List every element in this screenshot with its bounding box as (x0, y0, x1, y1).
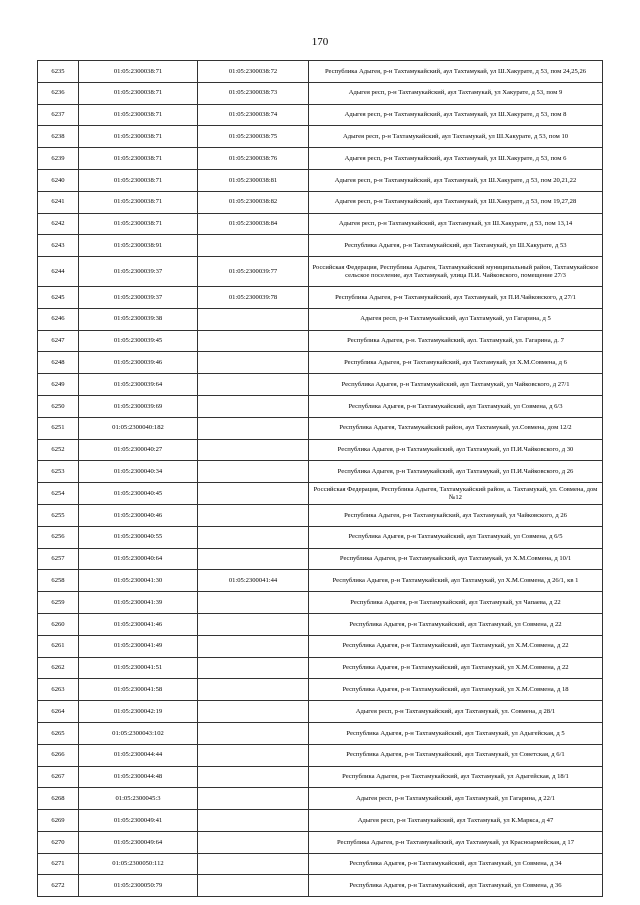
related-cadastral-number-cell (198, 395, 309, 417)
row-number-cell: 6266 (38, 744, 79, 766)
table-row (38, 788, 603, 810)
related-cadastral-number-cell (198, 417, 309, 439)
table-row (38, 213, 603, 235)
related-cadastral-number-cell (198, 592, 309, 614)
table-row (38, 352, 603, 374)
address-cell: Адыгея респ, р-н Тахтамукайский, аул Тахтамукай, ул Гагарина, д 5 (309, 308, 603, 330)
table-row (38, 148, 603, 170)
related-cadastral-number-cell (198, 810, 309, 832)
address-cell: Республика Адыгея, р-н Тахтамукайский, аул Тахтамукай, ул Чайковского, д 27/1 (309, 374, 603, 396)
row-number-cell: 6252 (38, 439, 79, 461)
table-row (38, 104, 603, 126)
table-row (38, 330, 603, 352)
row-number-cell: 6240 (38, 169, 79, 191)
address-cell: Республика Адыгея, р-н Тахтамукайский, аул Тахтамукай, ул Совмена, д 6/3 (309, 395, 603, 417)
related-cadastral-number-cell: 01:05:2300038:75 (198, 126, 309, 148)
row-number-cell: 6238 (38, 126, 79, 148)
address-cell: Республика Адыгея, р-н Тахтамукайский, аул Тахтамукай, ул Х.М.Совмена, д 18 (309, 679, 603, 701)
related-cadastral-number-cell: 01:05:2300038:84 (198, 213, 309, 235)
address-cell: Республика Адыгея, р-н Тахтамукайский, аул Тахтамукай, ул Совмена, д 36 (309, 875, 603, 897)
related-cadastral-number-cell (198, 439, 309, 461)
table-row (38, 570, 603, 592)
row-number-cell: 6253 (38, 461, 79, 483)
table-row (38, 82, 603, 104)
row-number-cell: 6262 (38, 657, 79, 679)
cadastral-number-cell: 01:05:2300038:91 (79, 235, 198, 257)
related-cadastral-number-cell (198, 875, 309, 897)
cadastral-number-cell: 01:05:2300041:49 (79, 635, 198, 657)
address-cell: Республика Адыгея, Тахтамукайский район, аул Тахтамукай, ул.Совмена, дом 12/2 (309, 417, 603, 439)
row-number-cell: 6259 (38, 592, 79, 614)
row-number-cell: 6248 (38, 352, 79, 374)
table-row (38, 257, 603, 287)
cadastral-number-cell: 01:05:2300044:48 (79, 766, 198, 788)
related-cadastral-number-cell (198, 504, 309, 526)
address-cell: Республика Адыгея, р-н Тахтамукайский, аул Тахтамукай, ул Чапаева, д 22 (309, 592, 603, 614)
cadastral-number-cell: 01:05:2300039:37 (79, 257, 198, 287)
table-row (38, 169, 603, 191)
row-number-cell: 6245 (38, 286, 79, 308)
address-cell: Республика Адыгея, р-н Тахтамукайский, аул Тахтамукай, ул Адыгейская, д 18/1 (309, 766, 603, 788)
cadastral-number-cell: 01:05:2300050:112 (79, 853, 198, 875)
related-cadastral-number-cell: 01:05:2300038:76 (198, 148, 309, 170)
cadastral-number-cell: 01:05:2300039:69 (79, 395, 198, 417)
cadastral-number-cell: 01:05:2300041:58 (79, 679, 198, 701)
cadastral-number-cell: 01:05:2300038:71 (79, 104, 198, 126)
address-cell: Республика Адыгея, р-н Тахтамукайский, аул Тахтамукай, ул Х.М.Совмена, д 22 (309, 635, 603, 657)
row-number-cell: 6241 (38, 191, 79, 213)
table-row (38, 126, 603, 148)
related-cadastral-number-cell (198, 766, 309, 788)
cadastral-number-cell: 01:05:2300050:79 (79, 875, 198, 897)
row-number-cell: 6261 (38, 635, 79, 657)
related-cadastral-number-cell (198, 526, 309, 548)
cadastral-number-cell: 01:05:2300041:51 (79, 657, 198, 679)
cadastral-number-cell: 01:05:2300045:3 (79, 788, 198, 810)
related-cadastral-number-cell (198, 235, 309, 257)
cadastral-number-cell: 01:05:2300039:45 (79, 330, 198, 352)
related-cadastral-number-cell (198, 657, 309, 679)
table-row (38, 483, 603, 505)
address-cell: Республика Адыгея, р-н Тахтамукайский, аул Тахтамукай, ул Х.М.Совмена, д 26/1, кв 1 (309, 570, 603, 592)
row-number-cell: 6267 (38, 766, 79, 788)
related-cadastral-number-cell (198, 722, 309, 744)
cadastral-number-cell: 01:05:2300042:19 (79, 701, 198, 723)
cadastral-number-cell: 01:05:2300038:71 (79, 82, 198, 104)
table-row (38, 461, 603, 483)
address-cell: Адыгея респ, р-н Тахтамукайский, аул Тахтамукай, ул. Совмена, д 28/1 (309, 701, 603, 723)
row-number-cell: 6236 (38, 82, 79, 104)
related-cadastral-number-cell: 01:05:2300038:74 (198, 104, 309, 126)
cadastral-number-cell: 01:05:2300049:41 (79, 810, 198, 832)
row-number-cell: 6263 (38, 679, 79, 701)
row-number-cell: 6260 (38, 613, 79, 635)
cadastral-number-cell: 01:05:2300044:44 (79, 744, 198, 766)
related-cadastral-number-cell (198, 374, 309, 396)
table-row (38, 504, 603, 526)
row-number-cell: 6257 (38, 548, 79, 570)
cadastral-number-cell: 01:05:2300040:27 (79, 439, 198, 461)
row-number-cell: 6244 (38, 257, 79, 287)
address-cell: Республика Адыгея, р-н. Тахтамукайский, аул. Тахтамукай, ул. Гагарина, д. 7 (309, 330, 603, 352)
table-row (38, 613, 603, 635)
address-cell: Адыгея респ, р-н Тахтамукайский, аул Тахтамукай, ул Ш.Хакурате, д 53, пом 13,14 (309, 213, 603, 235)
table-row (38, 395, 603, 417)
address-cell: Адыгея респ, р-н Тахтамукайский, аул Тахтамукай, ул Хакурате, д 53, пом 9 (309, 82, 603, 104)
row-number-cell: 6256 (38, 526, 79, 548)
cadastral-number-cell: 01:05:2300040:55 (79, 526, 198, 548)
table-row (38, 831, 603, 853)
related-cadastral-number-cell: 01:05:2300039:77 (198, 257, 309, 287)
table-row (38, 235, 603, 257)
table-row (38, 722, 603, 744)
table-row (38, 417, 603, 439)
address-cell: Республика Адыгея, р-н Тахтамукайский, аул Тахтамукай, ул Х.М.Совмена, д 10/1 (309, 548, 603, 570)
address-cell: Адыгея респ, р-н Тахтамукайский, аул Тахтамукай, ул Ш.Хакурате, д 53, пом 19,27,28 (309, 191, 603, 213)
table-row (38, 526, 603, 548)
address-cell: Адыгея респ, р-н Тахтамукайский, аул Тахтамукай, ул К.Маркса, д 47 (309, 810, 603, 832)
address-cell: Республика Адыгея, р-н Тахтамукайский, аул Тахтамукай, ул Адыгейская, д 5 (309, 722, 603, 744)
cadastral-number-cell: 01:05:2300040:34 (79, 461, 198, 483)
related-cadastral-number-cell: 01:05:2300038:72 (198, 61, 309, 83)
table-body (38, 61, 603, 897)
cadastral-number-cell: 01:05:2300040:45 (79, 483, 198, 505)
row-number-cell: 6239 (38, 148, 79, 170)
table-row (38, 657, 603, 679)
address-cell: Российская Федерация, Республика Адыгея, Тахтамукайский район, а. Тахтамукай, ул. Совмена, дом №12 (309, 483, 603, 505)
row-number-cell: 6269 (38, 810, 79, 832)
related-cadastral-number-cell: 01:05:2300041:44 (198, 570, 309, 592)
related-cadastral-number-cell (198, 548, 309, 570)
related-cadastral-number-cell (198, 788, 309, 810)
row-number-cell: 6246 (38, 308, 79, 330)
related-cadastral-number-cell (198, 461, 309, 483)
cadastral-number-cell: 01:05:2300040:182 (79, 417, 198, 439)
related-cadastral-number-cell: 01:05:2300039:78 (198, 286, 309, 308)
table-row (38, 286, 603, 308)
related-cadastral-number-cell (198, 635, 309, 657)
table-row (38, 810, 603, 832)
cadastral-number-cell: 01:05:2300049:64 (79, 831, 198, 853)
row-number-cell: 6270 (38, 831, 79, 853)
row-number-cell: 6251 (38, 417, 79, 439)
related-cadastral-number-cell (198, 308, 309, 330)
row-number-cell: 6264 (38, 701, 79, 723)
row-number-cell: 6258 (38, 570, 79, 592)
address-cell: Адыгея респ, р-н Тахтамукайский, аул Тахтамукай, ул Ш.Хакурате, д 53, пом 20,21,22 (309, 169, 603, 191)
table-row (38, 701, 603, 723)
related-cadastral-number-cell: 01:05:2300038:82 (198, 191, 309, 213)
table-row (38, 374, 603, 396)
row-number-cell: 6255 (38, 504, 79, 526)
address-cell: Адыгея респ, р-н Тахтамукайский, аул Тахтамукай, ул Ш.Хакурате, д 53, пом 6 (309, 148, 603, 170)
table-row (38, 679, 603, 701)
cadastral-number-cell: 01:05:2300040:64 (79, 548, 198, 570)
related-cadastral-number-cell (198, 483, 309, 505)
address-cell: Республика Адыгея, р-н Тахтамукайский, аул Тахтамукай, ул П.И.Чайковского, д 26 (309, 461, 603, 483)
related-cadastral-number-cell: 01:05:2300038:81 (198, 169, 309, 191)
row-number-cell: 6265 (38, 722, 79, 744)
row-number-cell: 6235 (38, 61, 79, 83)
row-number-cell: 6242 (38, 213, 79, 235)
row-number-cell: 6243 (38, 235, 79, 257)
related-cadastral-number-cell (198, 831, 309, 853)
table-row (38, 853, 603, 875)
address-cell: Адыгея респ, р-н Тахтамукайский, аул Тахтамукай, ул Гагарина, д 22/1 (309, 788, 603, 810)
cadastral-number-cell: 01:05:2300038:71 (79, 148, 198, 170)
table-row (38, 548, 603, 570)
row-number-cell: 6250 (38, 395, 79, 417)
address-cell: Республика Адыгея, р-н Тахтамукайский, аул Тахтамукай, ул Ш.Хакурате, д 53, пом 24,25,26 (309, 61, 603, 83)
address-cell: Республика Адыгея, р-н Тахтамукайский, аул Тахтамукай, ул Ш.Хакурате, д 53 (309, 235, 603, 257)
cadastral-number-cell: 01:05:2300043:102 (79, 722, 198, 744)
address-cell: Республика Адыгея, р-н Тахтамукайский, аул Тахтамукай, ул Красноармейская, д 17 (309, 831, 603, 853)
row-number-cell: 6271 (38, 853, 79, 875)
row-number-cell: 6247 (38, 330, 79, 352)
row-number-cell: 6254 (38, 483, 79, 505)
related-cadastral-number-cell (198, 679, 309, 701)
cadastral-number-cell: 01:05:2300040:46 (79, 504, 198, 526)
address-cell: Республика Адыгея, р-н Тахтамукайский, аул Тахтамукай, ул Совмена, д 22 (309, 613, 603, 635)
cadastral-number-cell: 01:05:2300038:71 (79, 169, 198, 191)
table-row (38, 635, 603, 657)
address-cell: Республика Адыгея, р-н Тахтамукайский, аул Тахтамукай, ул Х.М.Совмена, д 22 (309, 657, 603, 679)
table-row (38, 308, 603, 330)
address-cell: Республика Адыгея, р-н Тахтамукайский, аул Тахтамукай, ул П.И.Чайковского, д 27/1 (309, 286, 603, 308)
address-cell: Республика Адыгея, р-н Тахтамукайский, аул Тахтамукай, ул Чайковского, д 26 (309, 504, 603, 526)
related-cadastral-number-cell (198, 744, 309, 766)
address-cell: Республика Адыгея, р-н Тахтамукайский, аул Тахтамукай, ул Совмена, д 34 (309, 853, 603, 875)
related-cadastral-number-cell (198, 352, 309, 374)
cadastral-registry-table (37, 60, 603, 897)
related-cadastral-number-cell (198, 613, 309, 635)
cadastral-number-cell: 01:05:2300038:71 (79, 61, 198, 83)
page-number: 170 (311, 36, 329, 48)
related-cadastral-number-cell (198, 330, 309, 352)
cadastral-number-cell: 01:05:2300039:38 (79, 308, 198, 330)
cadastral-number-cell: 01:05:2300039:64 (79, 374, 198, 396)
related-cadastral-number-cell (198, 701, 309, 723)
related-cadastral-number-cell (198, 853, 309, 875)
row-number-cell: 6268 (38, 788, 79, 810)
cadastral-number-cell: 01:05:2300041:46 (79, 613, 198, 635)
address-cell: Республика Адыгея, р-н Тахтамукайский, аул Тахтамукай, ул П.И.Чайковского, д 30 (309, 439, 603, 461)
cadastral-number-cell: 01:05:2300041:39 (79, 592, 198, 614)
cadastral-number-cell: 01:05:2300038:71 (79, 126, 198, 148)
row-number-cell: 6272 (38, 875, 79, 897)
address-cell: Республика Адыгея, р-н Тахтамукайский, аул Тахтамукай, ул Х.М.Совмена, д 6 (309, 352, 603, 374)
table-row (38, 592, 603, 614)
address-cell: Республика Адыгея, р-н Тахтамукайский, аул Тахтамукай, ул Совмена, д 6/5 (309, 526, 603, 548)
address-cell: Российская Федерация, Республика Адыгея, Тахтамукайский муниципальный район, Тахтамукайское сельское поселение, аул Тахтамукай, улица П.И. Чайковского, помещение 27/3 (309, 257, 603, 287)
table-row (38, 191, 603, 213)
table-row (38, 875, 603, 897)
table-row (38, 766, 603, 788)
cadastral-number-cell: 01:05:2300039:37 (79, 286, 198, 308)
table-row (38, 439, 603, 461)
row-number-cell: 6237 (38, 104, 79, 126)
related-cadastral-number-cell: 01:05:2300038:73 (198, 82, 309, 104)
cadastral-number-cell: 01:05:2300038:71 (79, 213, 198, 235)
cadastral-number-cell: 01:05:2300039:46 (79, 352, 198, 374)
address-cell: Адыгея респ, р-н Тахтамукайский, аул Тахтамукай, ул Ш.Хакурате, д 53, пом 8 (309, 104, 603, 126)
cadastral-number-cell: 01:05:2300041:30 (79, 570, 198, 592)
row-number-cell: 6249 (38, 374, 79, 396)
table-row (38, 744, 603, 766)
address-cell: Республика Адыгея, р-н Тахтамукайский, аул Тахтамукай, ул Советская, д 6/1 (309, 744, 603, 766)
table-row (38, 61, 603, 83)
cadastral-number-cell: 01:05:2300038:71 (79, 191, 198, 213)
address-cell: Адыгея респ, р-н Тахтамукайский, аул Тахтамукай, ул Ш.Хакурате, д 53, пом 10 (309, 126, 603, 148)
